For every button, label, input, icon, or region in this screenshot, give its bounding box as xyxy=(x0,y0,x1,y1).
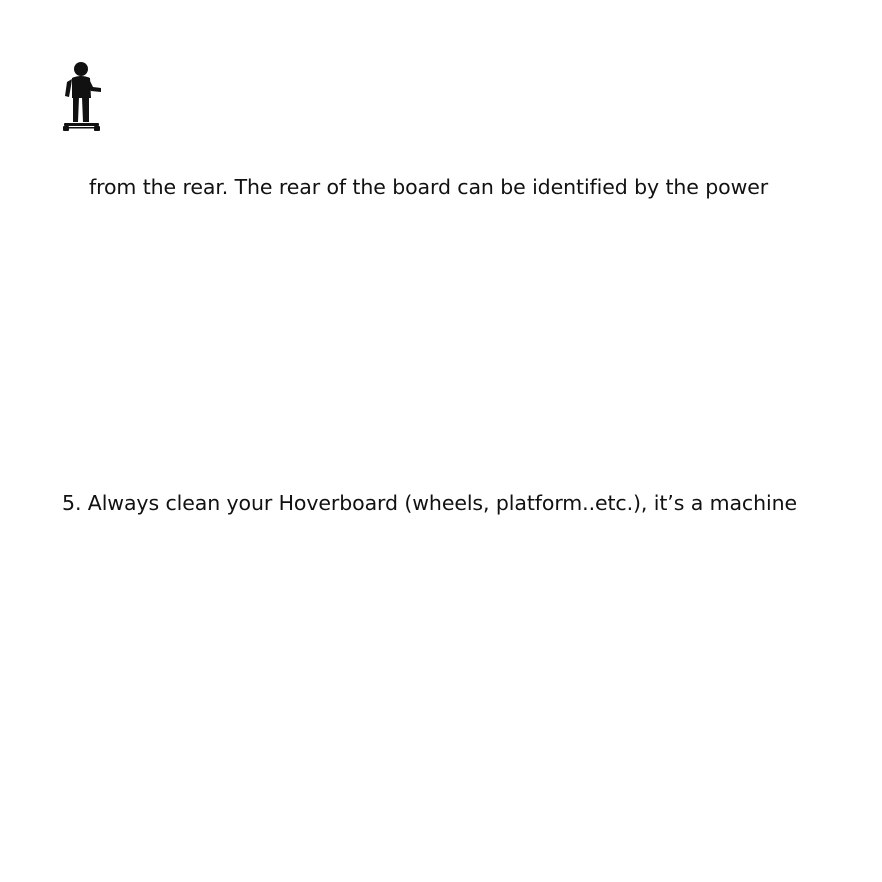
instruction-line-rear: from the rear. The rear of the board can be identified by the power xyxy=(89,175,769,199)
hoverboard-rider-icon xyxy=(60,60,104,132)
instruction-line-clean: 5. Always clean your Hoverboard (wheels, platform..etc.), it’s a machine xyxy=(62,491,797,515)
